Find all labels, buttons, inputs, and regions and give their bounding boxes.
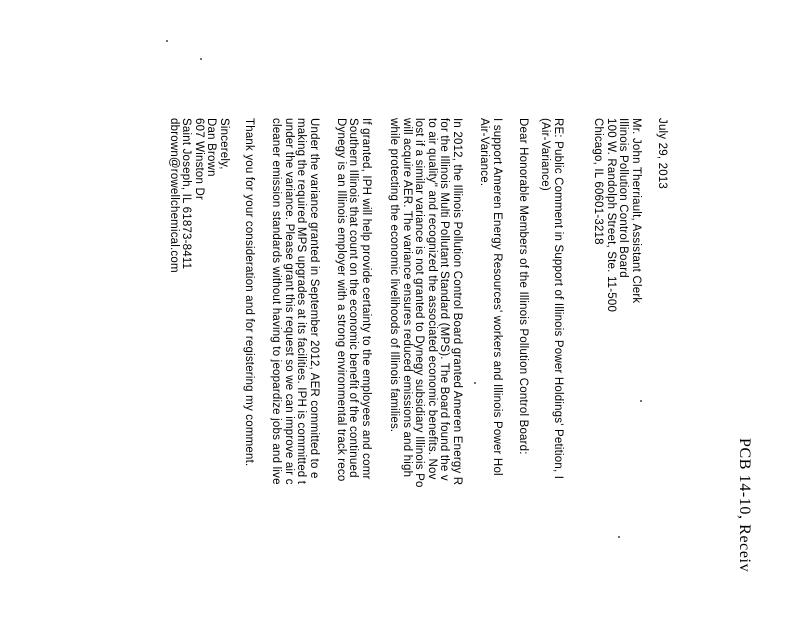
- paragraph-line: to air quality" and recognized the associated economic benefits. Nov: [426, 118, 438, 480]
- scanned-letter-page: [168, 0, 800, 606]
- paragraph-line: Air-Variance.: [478, 118, 491, 187]
- subject-line: RE: Public Comment in Support of Illinois Power Holdings' Petition, I: [552, 118, 564, 480]
- paragraph-line: In 2012, the Illinois Pollution Control Board granted Ameren Energy R: [451, 118, 463, 486]
- paragraph-line: while protecting the economic livelihoods of Illinois families.: [388, 118, 401, 433]
- addressee-line: Illinois Pollution Control Board: [617, 118, 630, 278]
- paragraph-line: will acquire AER. The variance ensures reduced emissions and high: [401, 118, 413, 478]
- signature-line: dbrown@rowellchemical.com: [168, 118, 180, 273]
- signature-line: Sincerely,: [218, 118, 230, 170]
- paragraph-line: for the Illinois Multi Pollutant Standard (MPS). The Board found the v: [438, 118, 451, 481]
- paragraph-background: [388, 118, 463, 598]
- paragraph-line: I support Ameren Energy Resources' workers and Illinois Power Hol: [491, 118, 503, 476]
- scan-speck: [200, 58, 202, 60]
- paragraph-line: making the required MPS upgrades at its facilities. IPH is committed t: [295, 118, 308, 485]
- addressee-block: [592, 118, 642, 598]
- paragraph-support: [478, 118, 503, 598]
- letter-date-block: [656, 118, 669, 598]
- signature-line: 607 Winston Dr: [193, 118, 205, 201]
- subject-block: [539, 118, 564, 598]
- addressee-line: Mr. John Therriault, Assistant Clerk: [630, 118, 642, 304]
- paragraph-line: cleaner emission standards without having to jeopardize jobs and live: [270, 118, 283, 485]
- signature-block: [168, 118, 231, 598]
- paragraph-commitment: [270, 118, 320, 598]
- scan-speck: [640, 400, 642, 402]
- closing-block: [243, 118, 256, 598]
- paragraph-line: lost if a similar variance is not granted to Dynegy subsidiary Illinois Po: [413, 118, 426, 488]
- letter-date: July 29, 2013: [656, 118, 668, 190]
- paragraph-line: Southern Illinois that count on the economic benefit of the continued: [347, 118, 360, 478]
- signature-line: Dan Brown: [205, 118, 218, 177]
- paragraph-line: Under the variance granted in September 2012, AER committed to e: [308, 118, 320, 479]
- paragraph-certainty: [335, 118, 373, 598]
- scan-speck: [618, 536, 620, 538]
- paragraph-line: Dynegy is an Illinois employer with a strong environmental track reco: [335, 118, 347, 482]
- scan-speck: [166, 40, 168, 42]
- scan-speck: [474, 382, 476, 384]
- paragraph-line: If granted, IPH will help provide certainty to the employees and comr: [360, 118, 372, 480]
- signature-line: Saint Joseph, IL 61873-8411: [180, 118, 193, 270]
- filing-stamp: PCB 14-10, Receiv: [736, 438, 753, 573]
- paragraph-line: under the variance. Please grant this request so we can improve air c: [283, 118, 295, 485]
- salutation: Dear Honorable Members of the Illinois Pollution Control Board:: [517, 118, 529, 455]
- addressee-line: 100 W. Randolph Street, Ste. 11-500: [605, 118, 617, 313]
- subject-line: (Air-Variance): [539, 118, 552, 191]
- addressee-line: Chicago, IL 60601-3218: [592, 118, 605, 245]
- closing-paragraph: Thank you for your consideration and for registering my comment.: [243, 118, 255, 467]
- salutation-block: [517, 118, 530, 598]
